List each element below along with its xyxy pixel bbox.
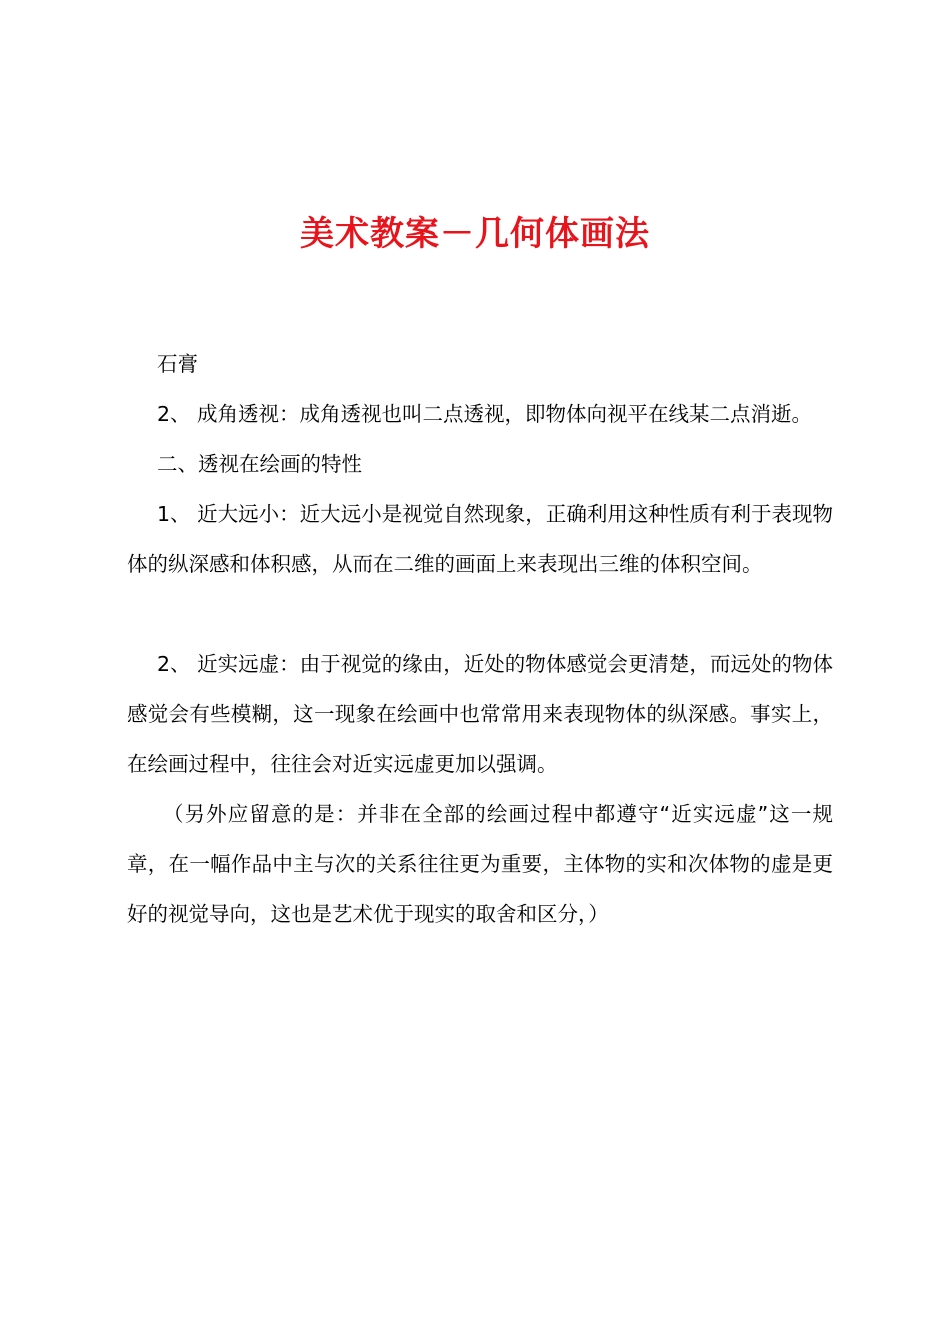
- document-body: [127, 339, 833, 939]
- section-heading-perspective-traits: 二、透视在绘画的特性: [157, 452, 362, 476]
- paragraph-plaster: 石膏: [157, 352, 198, 376]
- paragraph-near-clear-far-blurry: 2、 近实远虚：由于视觉的缘由，近处的物体感觉会更清楚，而远处的物体感觉会有些模糊，这一现象在绘画中也常常用来表现物体的纵深感。事实上，在绘画过程中，往往会对近实远虚更加以强调。: [127, 652, 833, 776]
- paragraph-angular-perspective: 2、 成角透视：成角透视也叫二点透视，即物体向视平在线某二点消逝。: [157, 402, 813, 426]
- paragraph-near-large-far-small: 1、 近大远小：近大远小是视觉自然现象，正确利用这种性质有利于表现物体的纵深感和体积感，从而在二维的画面上来表现出三维的体积空间。: [127, 502, 833, 576]
- paragraph-note: （另外应留意的是：并非在全部的绘画过程中都遵守“近实远虚”这一规章，在一幅作品中主与次的关系往往更为重要，主体物的实和次体物的虚是更好的视觉导向，这也是艺术优于现实的取舍和区分，）: [127, 802, 833, 926]
- blank-line: [127, 589, 833, 639]
- document-title: 美术教案－几何体画法: [300, 214, 650, 254]
